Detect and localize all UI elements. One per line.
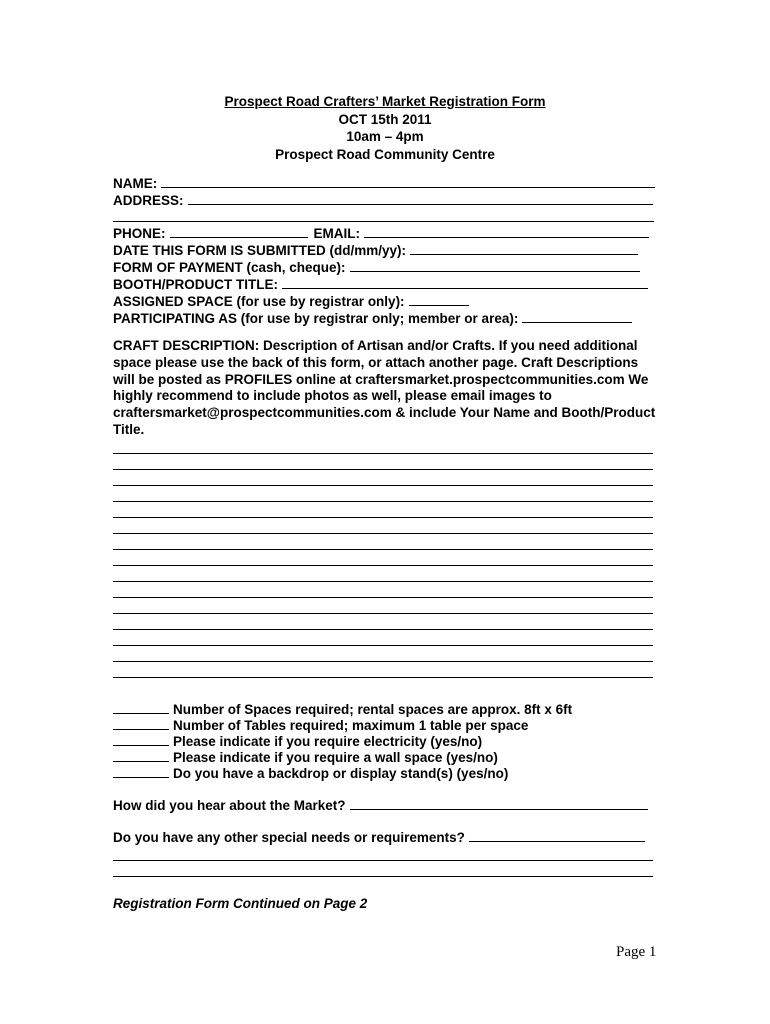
description-line[interactable] bbox=[113, 485, 653, 486]
checklist-label: Do you have a backdrop or display stand(s) (yes/no) bbox=[173, 766, 509, 781]
payment-field[interactable] bbox=[350, 258, 640, 272]
hear-about-label: How did you hear about the Market? bbox=[113, 798, 346, 813]
checklist-label: Please indicate if you require a wall space (yes/no) bbox=[173, 750, 498, 765]
assigned-space-row bbox=[113, 292, 469, 310]
phone-email-row bbox=[113, 224, 649, 242]
payment-row bbox=[113, 258, 640, 276]
backdrop-field[interactable] bbox=[113, 764, 169, 778]
electricity-field[interactable] bbox=[113, 732, 169, 746]
address-row bbox=[113, 191, 653, 209]
date-submitted-row bbox=[113, 241, 638, 259]
name-field[interactable] bbox=[161, 174, 655, 188]
spaces-field[interactable] bbox=[113, 700, 169, 714]
description-line[interactable] bbox=[113, 677, 653, 678]
address-field[interactable] bbox=[188, 191, 653, 205]
event-time: 10am – 4pm bbox=[346, 129, 424, 144]
special-needs-row bbox=[113, 828, 645, 846]
wall-space-field[interactable] bbox=[113, 748, 169, 762]
participating-field[interactable] bbox=[522, 309, 632, 323]
address-line-2[interactable] bbox=[113, 221, 654, 222]
checklist-item-backdrop bbox=[113, 764, 508, 782]
date-submitted-label: DATE THIS FORM IS SUBMITTED (dd/mm/yy): bbox=[113, 243, 406, 258]
craft-description-instructions: CRAFT DESCRIPTION: Description of Artisan and/or Crafts. If you need additional space please use the back of this form, or attach another page. Craft Descriptions will be posted as PROFILES online at craftersmarket.prospectcommunities.com We highly recommend to include photos as well, please email images to craftersmarket@prospectcommunities.com & include Your Name and Booth/Product Title. bbox=[113, 338, 656, 437]
special-needs-label: Do you have any other special needs or requirements? bbox=[113, 830, 465, 845]
form-header bbox=[0, 93, 770, 163]
description-line[interactable] bbox=[113, 469, 653, 470]
description-line[interactable] bbox=[113, 517, 653, 518]
participating-row bbox=[113, 309, 632, 327]
hear-about-row bbox=[113, 796, 648, 814]
date-submitted-field[interactable] bbox=[410, 241, 638, 255]
checklist-label: Number of Spaces required; rental spaces are approx. 8ft x 6ft bbox=[173, 702, 573, 717]
booth-field[interactable] bbox=[282, 275, 648, 289]
checklist-label: Please indicate if you require electricity (yes/no) bbox=[173, 734, 483, 749]
description-line[interactable] bbox=[113, 597, 653, 598]
name-row bbox=[113, 174, 655, 192]
special-needs-field[interactable] bbox=[469, 828, 645, 842]
special-needs-line[interactable] bbox=[113, 876, 653, 877]
description-line[interactable] bbox=[113, 565, 653, 566]
phone-field[interactable] bbox=[170, 224, 308, 238]
description-line[interactable] bbox=[113, 533, 653, 534]
email-label: EMAIL: bbox=[313, 226, 361, 241]
description-line[interactable] bbox=[113, 629, 653, 630]
tables-field[interactable] bbox=[113, 716, 169, 730]
description-line[interactable] bbox=[113, 613, 653, 614]
description-line[interactable] bbox=[113, 453, 653, 454]
page-number: Page 1 bbox=[616, 944, 657, 960]
participating-label: PARTICIPATING AS (for use by registrar only; member or area): bbox=[113, 311, 519, 326]
phone-label: PHONE: bbox=[113, 226, 166, 241]
booth-label: BOOTH/PRODUCT TITLE: bbox=[113, 277, 278, 292]
continued-note: Registration Form Continued on Page 2 bbox=[113, 896, 368, 911]
event-date: OCT 15th 2011 bbox=[338, 111, 432, 127]
description-line[interactable] bbox=[113, 581, 653, 582]
hear-about-field[interactable] bbox=[350, 796, 648, 810]
name-label: NAME: bbox=[113, 176, 158, 191]
checklist-label: Number of Tables required; maximum 1 table per space bbox=[173, 718, 529, 733]
assigned-space-field[interactable] bbox=[409, 292, 469, 306]
event-venue: Prospect Road Community Centre bbox=[275, 146, 495, 162]
description-line[interactable] bbox=[113, 661, 653, 662]
payment-label: FORM OF PAYMENT (cash, cheque): bbox=[113, 260, 346, 275]
email-field[interactable] bbox=[364, 224, 649, 238]
description-line[interactable] bbox=[113, 549, 653, 550]
booth-row bbox=[113, 275, 648, 293]
description-line[interactable] bbox=[113, 501, 653, 502]
description-line[interactable] bbox=[113, 645, 653, 646]
form-title: Prospect Road Crafters’ Market Registration Form bbox=[224, 94, 546, 109]
assigned-space-label: ASSIGNED SPACE (for use by registrar only): bbox=[113, 294, 405, 309]
special-needs-line[interactable] bbox=[113, 860, 653, 861]
address-label: ADDRESS: bbox=[113, 193, 184, 208]
